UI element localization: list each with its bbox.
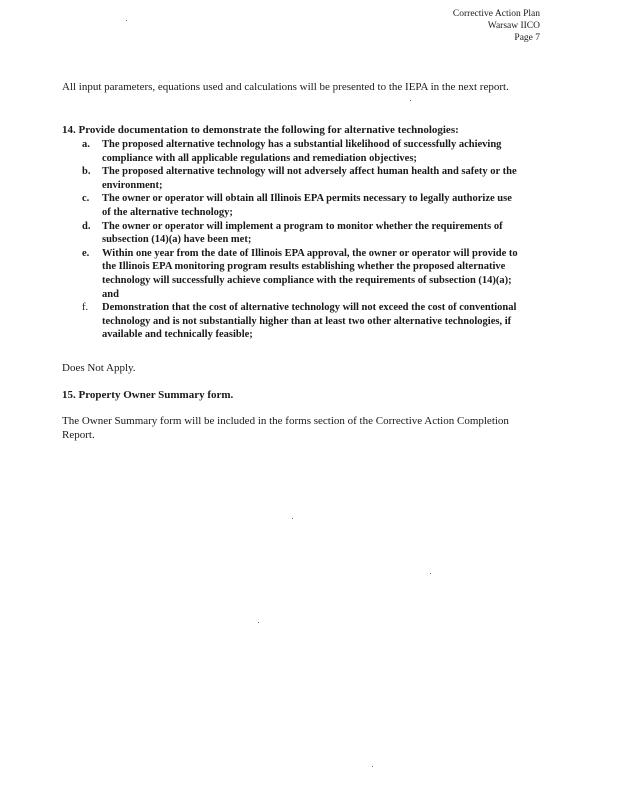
section-15-response: The Owner Summary form will be included in the forms section of the Corrective Action Completion Report.	[62, 415, 509, 441]
list-item-text: Within one year from the date of Illinois EPA approval, the owner or operator will provide to the Illinois EPA monitoring program results establishing whether the proposed alternative technology will successfully achieve compliance with the requirements of subsection (14)(a); and	[102, 247, 518, 300]
list-item-label: e.	[82, 247, 90, 259]
list-item	[82, 165, 522, 192]
list-item-text: Demonstration that the cost of alternative technology will not exceed the cost of conventional technology and is not substantially higher than at least two other alternative technologies, if available and technically feasible;	[102, 302, 517, 341]
list-item	[82, 192, 522, 219]
list-item	[82, 220, 522, 247]
header-title: Corrective Action Plan	[452, 9, 540, 19]
scan-speck	[292, 518, 293, 519]
list-item	[82, 247, 522, 301]
header-site: Warsaw IICO	[487, 21, 540, 31]
scan-speck	[410, 100, 411, 101]
list-item-label: a.	[82, 139, 90, 150]
list-item-label: c.	[82, 193, 90, 205]
page-header	[453, 8, 540, 44]
list-item	[82, 301, 522, 342]
intro-paragraph: All input parameters, equations used and calculations will be presented to the IEPA in the next report.	[62, 81, 509, 93]
list-item	[82, 138, 522, 165]
scan-speck	[258, 622, 259, 623]
scan-speck	[372, 766, 373, 767]
list-item-label: f.	[82, 302, 89, 314]
list-item-text: The proposed alternative technology will not adversely affect human health and safety or the environment;	[102, 166, 517, 191]
section-14-list	[82, 138, 522, 342]
list-item-text: The proposed alternative technology has a substantial likelihood of successfully achieving compliance with all applicable regulations and remediation objectives;	[102, 139, 502, 164]
list-item-text: The owner or operator will obtain all Illinois EPA permits necessary to legally authorize use of the alternative technology;	[102, 193, 512, 218]
scan-speck	[430, 573, 431, 574]
header-page-number: Page 7	[514, 33, 540, 43]
section-14-response: Does Not Apply.	[62, 362, 136, 374]
section-14-heading: 14. Provide documentation to demonstrate the following for alternative technologies:	[62, 124, 459, 136]
scan-speck	[126, 20, 127, 21]
list-item-label: d.	[82, 220, 91, 232]
list-item-label: b.	[82, 166, 91, 178]
list-item-text: The owner or operator will implement a program to monitor whether the requirements of subsection (14)(a) have been met;	[102, 220, 503, 246]
section-15-heading: 15. Property Owner Summary form.	[62, 389, 234, 401]
